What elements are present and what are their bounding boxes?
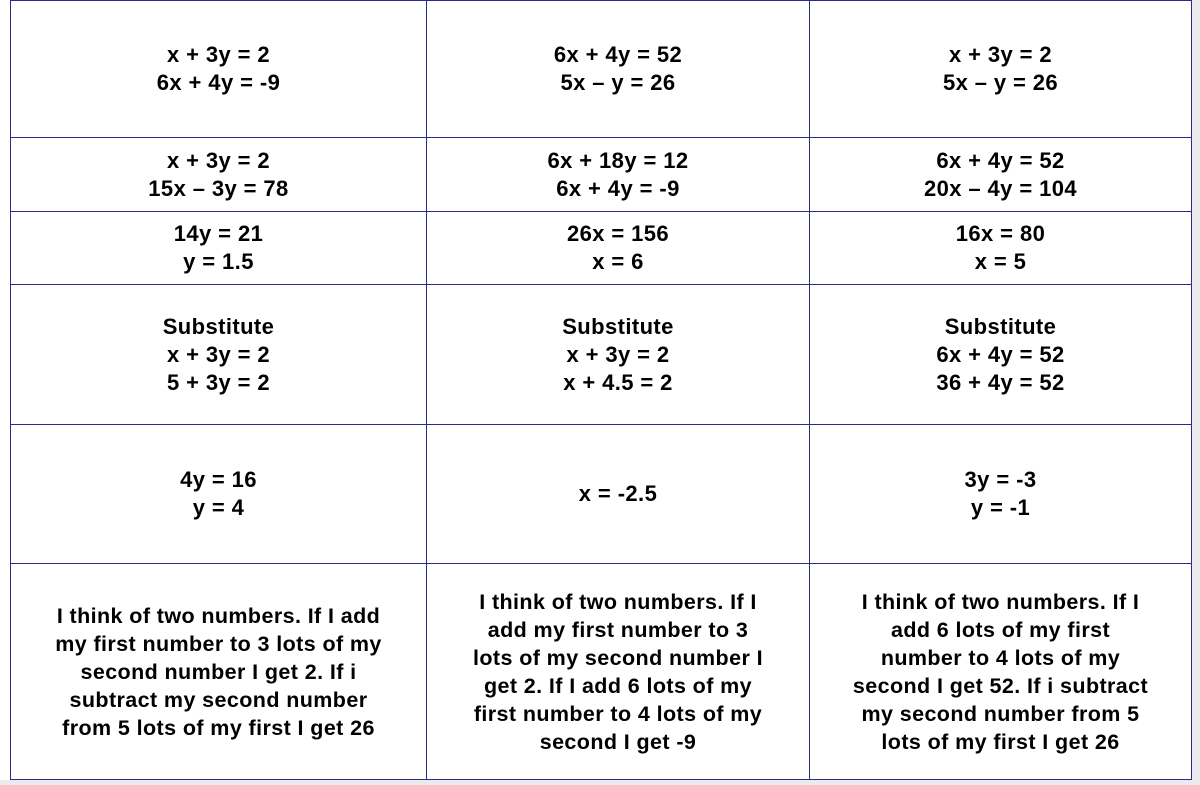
card-line: 20x – 4y = 104 xyxy=(923,175,1077,201)
card-line: add 6 lots of my first xyxy=(890,617,1111,642)
card-line: first number to 4 lots of my xyxy=(473,701,763,726)
table-row xyxy=(11,212,1192,285)
card-line: 6x + 4y = -9 xyxy=(556,175,680,201)
card-line: 4y = 16 xyxy=(180,467,257,492)
card-line: x + 3y = 2 xyxy=(948,42,1053,67)
card-line: second number I get 2. If i xyxy=(80,659,357,684)
card-line: Substitute xyxy=(162,313,275,339)
card-line: x + 4.5 = 2 xyxy=(563,369,673,395)
card-line: from 5 lots of my first I get 26 xyxy=(62,715,375,740)
card-line: lots of my second number I xyxy=(473,645,763,670)
equation-card xyxy=(810,425,1192,564)
card-line: y = 1.5 xyxy=(183,249,254,274)
card-line: number to 4 lots of my xyxy=(880,645,1121,670)
card-line: 3y = -3 xyxy=(964,467,1037,492)
card-line: x + 3y = 2 xyxy=(166,42,271,67)
equation-card xyxy=(11,285,427,425)
card-line: lots of my first I get 26 xyxy=(881,729,1120,754)
equation-card xyxy=(810,212,1192,285)
card-line: x + 3y = 2 xyxy=(566,341,670,367)
card-line: add my first number to 3 xyxy=(487,617,749,642)
card-line: x = -2.5 xyxy=(578,481,658,506)
equation-card xyxy=(427,425,810,564)
card-line: 5 + 3y = 2 xyxy=(166,369,271,395)
equation-card xyxy=(11,212,427,285)
card-line: second I get 52. If i subtract xyxy=(852,673,1149,698)
card-line: I think of two numbers. If I xyxy=(861,589,1140,614)
card-line: Substitute xyxy=(944,313,1057,339)
word-problem-card xyxy=(11,564,427,780)
card-line: 16x = 80 xyxy=(955,221,1046,246)
card-line: 6x + 4y = -9 xyxy=(156,70,281,95)
table-row xyxy=(11,138,1192,212)
equation-card xyxy=(11,425,427,564)
equation-card xyxy=(810,138,1192,212)
equation-card xyxy=(11,1,427,138)
equation-card xyxy=(427,212,810,285)
table-row xyxy=(11,425,1192,564)
card-line: x + 3y = 2 xyxy=(166,147,271,173)
equation-card xyxy=(810,1,1192,138)
card-line: Substitute xyxy=(562,313,674,339)
card-line: 5x – y = 26 xyxy=(942,70,1059,95)
equation-card xyxy=(11,138,427,212)
card-line: 6x + 18y = 12 xyxy=(547,147,689,173)
page-shadow-bottom xyxy=(0,780,1200,785)
card-line: 6x + 4y = 52 xyxy=(936,341,1065,367)
card-line: I think of two numbers. If I xyxy=(479,589,757,614)
card-line: second I get -9 xyxy=(539,729,697,754)
equation-card xyxy=(427,1,810,138)
card-line: y = 4 xyxy=(192,495,245,520)
card-line: y = -1 xyxy=(970,495,1031,520)
table-row xyxy=(11,285,1192,425)
word-problem-card xyxy=(810,564,1192,780)
equation-card xyxy=(427,138,810,212)
equation-card xyxy=(810,285,1192,425)
card-line: I think of two numbers. If I add xyxy=(56,603,381,628)
card-line: get 2. If I add 6 lots of my xyxy=(483,673,753,698)
card-line: my first number to 3 lots of my xyxy=(55,631,382,656)
page-shadow-right xyxy=(1192,0,1200,785)
equation-card xyxy=(427,285,810,425)
card-line: 6x + 4y = 52 xyxy=(936,147,1065,173)
table-row xyxy=(11,1,1192,138)
card-line: 5x – y = 26 xyxy=(560,70,676,95)
card-line: 26x = 156 xyxy=(566,221,670,246)
card-line: x + 3y = 2 xyxy=(166,341,271,367)
card-line: 36 + 4y = 52 xyxy=(936,369,1065,395)
card-line: x = 6 xyxy=(592,249,644,274)
equation-cards-table xyxy=(10,0,1192,780)
card-line: 6x + 4y = 52 xyxy=(553,42,683,67)
card-line: x = 5 xyxy=(974,249,1027,274)
table-row xyxy=(11,564,1192,780)
card-line: my second number from 5 xyxy=(861,701,1140,726)
card-line: 15x – 3y = 78 xyxy=(148,175,289,201)
word-problem-card xyxy=(427,564,810,780)
card-line: subtract my second number xyxy=(69,687,368,712)
card-line: 14y = 21 xyxy=(173,221,264,246)
